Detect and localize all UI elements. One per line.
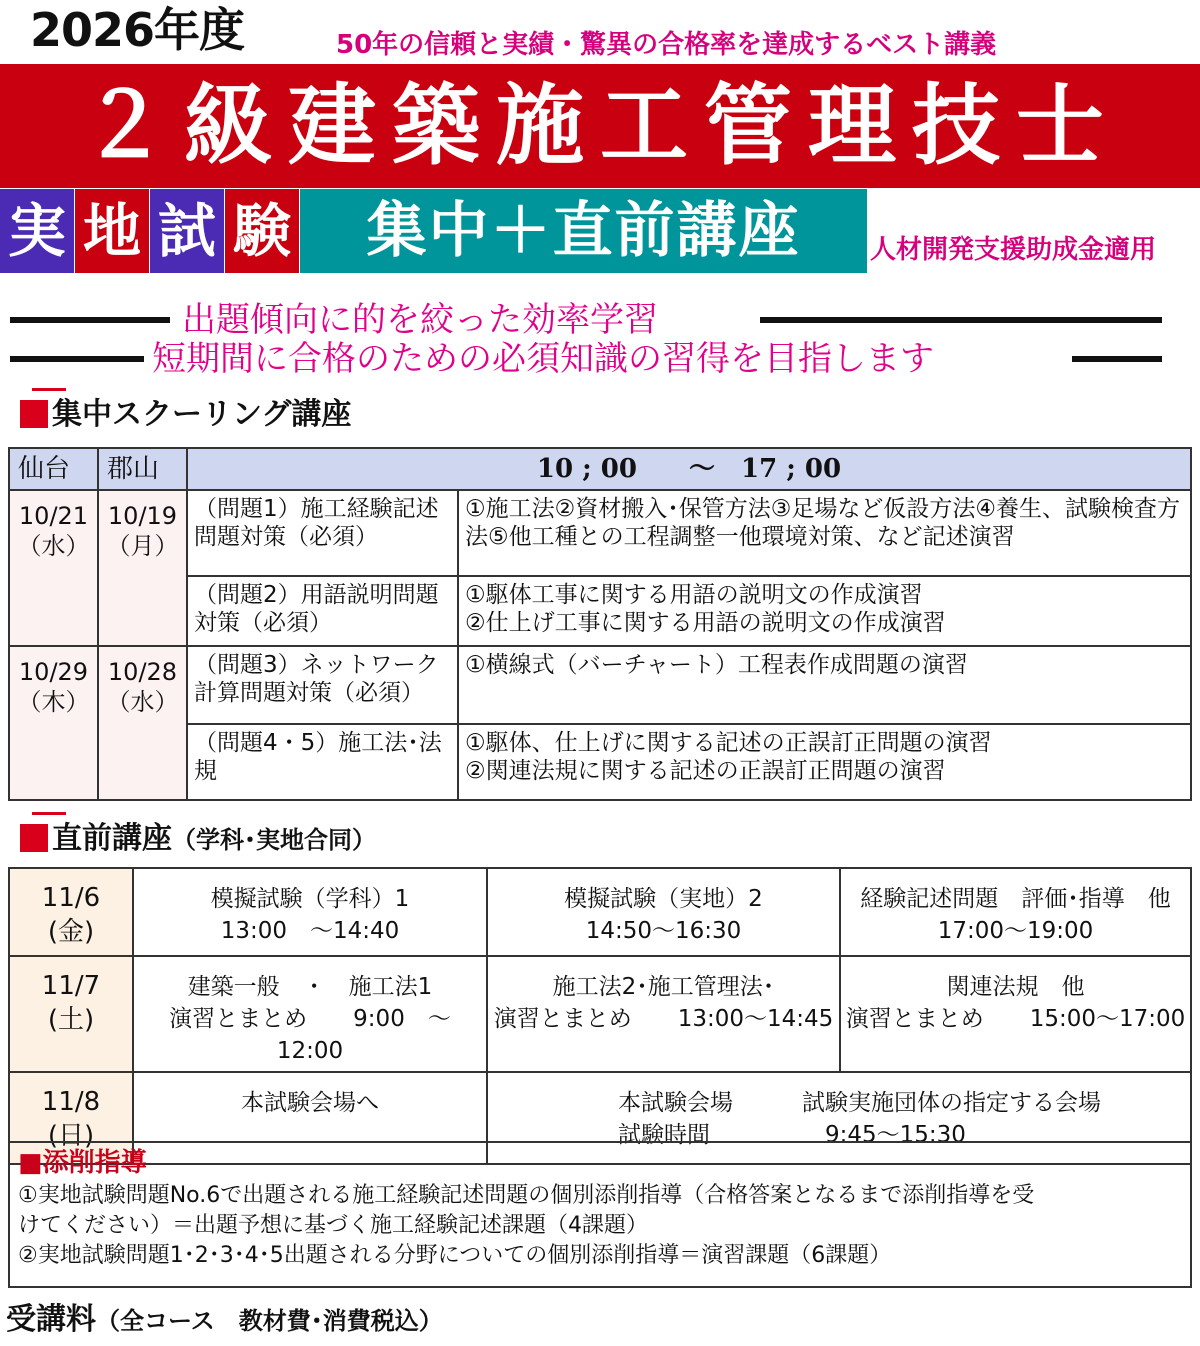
detail-line: ①駆体工事に関する用語の説明文の作成演習	[465, 582, 923, 608]
table-row	[9, 646, 1191, 724]
subsidy-note: 人材開発支援助成金適用	[870, 235, 1157, 265]
weekday-text: (土)	[47, 1005, 95, 1035]
session-cell	[133, 868, 487, 956]
section-accent	[32, 388, 66, 391]
session-time: 試験時間 9:45～15:30	[618, 1122, 966, 1148]
table-row	[9, 490, 1191, 576]
fee-heading	[6, 1300, 443, 1341]
exam-char-4: 験	[225, 189, 299, 273]
session-title: 関連法規 他	[946, 974, 1085, 1000]
correction-line-3: ②実地試験問題1･2･3･4･5出題される分野についての個別添削指導＝演習課題（6課題）	[18, 1243, 892, 1268]
session-title: 模擬試験（学科）1	[210, 886, 410, 912]
session-title: 模擬試験（実地）2	[564, 886, 763, 912]
date-text: 10/21	[18, 502, 89, 530]
date-koriyama	[98, 724, 187, 800]
session-time: 演習とまとめ 13:00～14:45	[493, 1006, 834, 1032]
section-subtitle: （学科･実地合同）	[172, 826, 376, 854]
session-time: 17:00～19:00	[937, 918, 1094, 944]
date-text: 11/7	[41, 971, 101, 1001]
date-text: 10/28	[107, 658, 178, 686]
section-title-final	[52, 820, 376, 859]
weekday-text: (日)	[47, 1121, 95, 1151]
date-text: 11/8	[41, 1087, 101, 1117]
session-cell	[133, 956, 487, 1072]
detail-cell: ①施工法②資材搬入･保管方法③足場など仮設方法④養生、試験検査方法⑤他工種との工程調整一他環境対策、など記述演習	[458, 490, 1191, 576]
date-text: 10/19	[107, 502, 178, 530]
correction-title: ■添削指導	[18, 1148, 147, 1178]
topic-cell: （問題4・5）施工法･法規	[187, 724, 458, 800]
header-koriyama: 郡山	[98, 448, 187, 490]
header-sendai: 仙台	[9, 448, 98, 490]
detail-cell	[458, 724, 1191, 800]
date-koriyama	[98, 576, 187, 646]
weekday-text: (金)	[47, 917, 95, 947]
session-title: 本試験会場 試験実施団体の指定する会場	[618, 1090, 1101, 1116]
weekday-text: （水）	[17, 532, 90, 560]
topic-cell: （問題2）用語説明問題対策（必須）	[187, 576, 458, 646]
table-row	[9, 576, 1191, 646]
table-row	[9, 868, 1191, 956]
detail-line: ①駆体、仕上げに関する記述の正誤訂正問題の演習	[465, 730, 992, 756]
section-title-intensive: 集中スクーリング講座	[52, 397, 352, 432]
divider	[760, 317, 1162, 323]
slogan-2: 短期間に合格のための必須知識の習得を目指します	[152, 339, 934, 379]
detail-line: ②仕上げ工事に関する用語の説明文の作成演習	[465, 610, 946, 636]
tagline: 50年の信頼と実績・驚異の合格率を達成するベスト講義	[336, 30, 997, 60]
session-time: 演習とまとめ 15:00～17:00	[845, 1006, 1186, 1032]
table-row	[9, 956, 1191, 1072]
divider	[10, 317, 170, 323]
divider	[10, 356, 144, 362]
square-icon	[20, 400, 48, 428]
divider	[1072, 356, 1162, 362]
date-sendai	[9, 576, 98, 646]
exam-char-3: 試	[150, 189, 224, 273]
table-row	[9, 724, 1191, 800]
exam-char-2: 地	[75, 189, 149, 273]
intensive-schedule-table	[8, 447, 1192, 801]
session-cell	[840, 868, 1191, 956]
session-title: 施工法2･施工管理法･	[552, 974, 775, 1000]
weekday-text: （水）	[106, 688, 179, 716]
table-header-row	[9, 448, 1191, 490]
page-title: ２級建築施工管理技士	[79, 74, 1120, 177]
session-cell	[487, 868, 840, 956]
correction-line-1: ①実地試験問題No.6で出題される施工経験記述問題の個別添削指導（合格答案となるまで添削指導を受	[18, 1183, 1035, 1208]
session-title: 建築一般 ・ 施工法1	[187, 974, 433, 1000]
slogan-1: 出題傾向に的を絞った効率学習	[182, 300, 658, 340]
date-cell	[9, 868, 133, 956]
date-text: 11/6	[41, 883, 101, 913]
weekday-text: （木）	[17, 688, 90, 716]
date-cell	[9, 956, 133, 1072]
section-title-text: 直前講座	[52, 821, 172, 856]
fee-subtitle: （全コース 教材費･消費税込）	[96, 1307, 443, 1335]
year-heading: 2026年度	[30, 3, 245, 57]
section-accent	[32, 812, 66, 815]
correction-line-2: けてください）＝出題予想に基づく施工経験記述課題（4課題）	[18, 1213, 648, 1238]
date-sendai	[9, 646, 98, 724]
topic-cell: （問題3）ネットワーク計算問題対策（必須）	[187, 646, 458, 724]
weekday-text: （月）	[106, 532, 179, 560]
detail-line: ②関連法規に関する記述の正誤訂正問題の演習	[465, 758, 946, 784]
square-icon	[20, 824, 48, 852]
date-sendai	[9, 724, 98, 800]
course-label: 集中＋直前講座	[300, 189, 867, 273]
header-time: 10 ; 00 ～ 17 ; 00	[187, 448, 1191, 490]
session-time: 演習とまとめ 9:00 ～12:00	[169, 1006, 451, 1064]
detail-cell	[458, 576, 1191, 646]
final-course-table	[8, 867, 1192, 1165]
session-title: 本試験会場へ	[241, 1090, 379, 1116]
session-time: 14:50～16:30	[585, 918, 742, 944]
date-text: 10/29	[18, 658, 89, 686]
session-cell	[840, 956, 1191, 1072]
exam-char-1: 実	[0, 189, 74, 273]
session-cell	[487, 956, 840, 1072]
date-koriyama	[98, 646, 187, 724]
date-sendai	[9, 490, 98, 576]
session-title: 経験記述問題 評価･指導 他	[860, 886, 1171, 912]
topic-cell: （問題1）施工経験記述問題対策（必須）	[187, 490, 458, 576]
date-koriyama	[98, 490, 187, 576]
session-time: 13:00 ～14:40	[220, 918, 400, 944]
detail-cell: ①横線式（バーチャート）工程表作成問題の演習	[458, 646, 1191, 724]
fee-label: 受講料	[6, 1302, 96, 1337]
